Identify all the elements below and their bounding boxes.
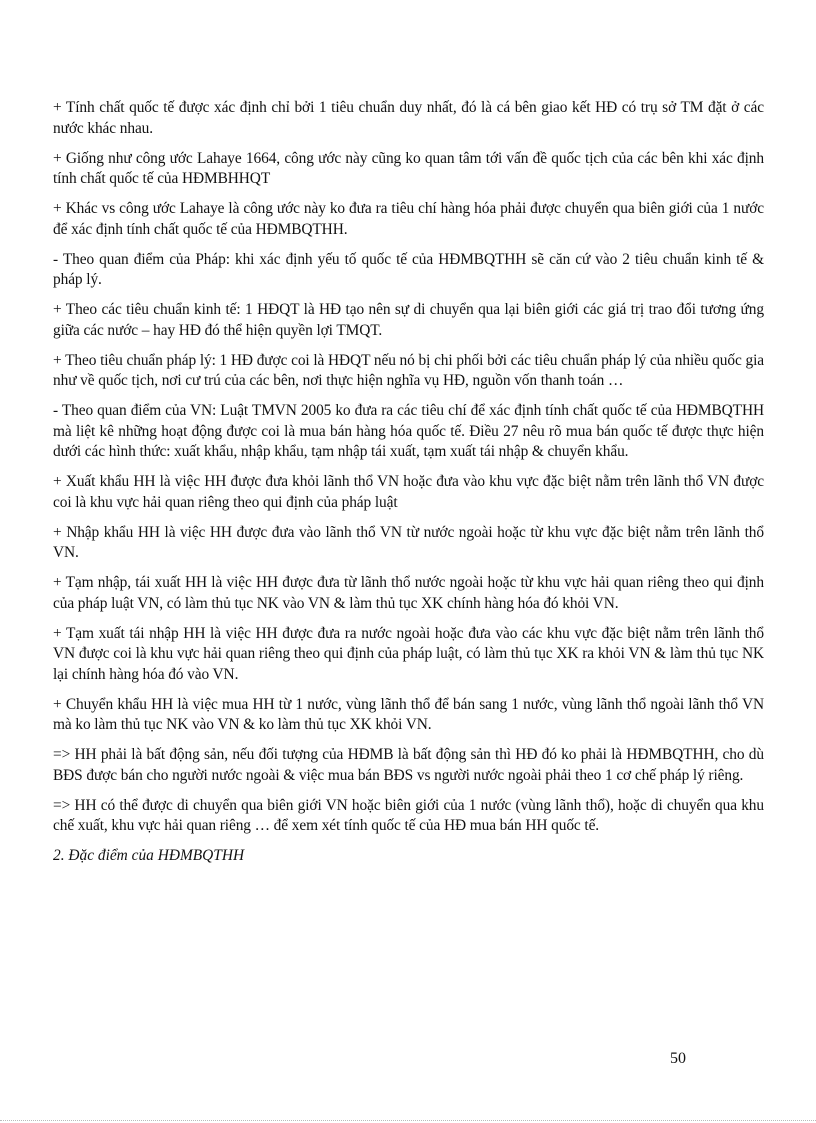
paragraph-13: => HH phải là bất động sản, nếu đối tượng của HĐMB là bất động sản thì HĐ đó ko phải là HĐMBQTHH, cho dù BĐS được bán cho người nước ngoài & việc mua bán BĐS vs người nước ngoài phải theo 1 cơ chế pháp lý riêng. <box>53 746 764 784</box>
paragraph-11: + Tạm xuất tái nhập HH là việc HH được đưa ra nước ngoài hoặc đưa vào các khu vực đặc biệt nằm trên lãnh thổ VN được coi là khu vực hải quan riêng theo qui định của pháp luật, có làm thủ tục XK ra khỏi VN & làm thủ tục NK lại chính hàng hóa đó vào VN. <box>53 624 764 683</box>
paragraph-4: - Theo quan điểm của Pháp: khi xác định yếu tố quốc tế của HĐMBQTHH sẽ căn cứ vào 2 tiêu chuẩn kinh tế & pháp lý. <box>53 250 764 288</box>
section-heading: 2. Đặc điểm của HĐMBQTHH <box>53 847 245 864</box>
paragraph-2: + Giống như công ước Lahaye 1664, công ước này cũng ko quan tâm tới vấn đề quốc tịch của các bên khi xác định tính chất quốc tế của HĐMBHHQT <box>53 149 764 187</box>
paragraph-5: + Theo các tiêu chuẩn kinh tế: 1 HĐQT là HĐ tạo nên sự di chuyển qua lại biên giới các giá trị trao đổi tương ứng giữa các nước – hay HĐ đó thể hiện quyền lợi TMQT. <box>53 301 764 339</box>
paragraph-1: + Tính chất quốc tế được xác định chỉ bởi 1 tiêu chuẩn duy nhất, đó là cá bên giao kết HĐ có trụ sở TM đặt ở các nước khác nhau. <box>53 99 764 137</box>
paragraph-9: + Nhập khẩu HH là việc HH được đưa vào lãnh thổ VN từ nước ngoài hoặc từ khu vực đặc biệt nằm trên lãnh thổ VN. <box>53 523 764 561</box>
paragraph-14: => HH có thể được di chuyển qua biên giới VN hoặc biên giới của 1 nước (vùng lãnh thổ), hoặc di chuyển qua khu chế xuất, khu vực hải quan riêng … để xem xét tính quốc tế của HĐ mua bán HH quốc tế. <box>53 796 764 834</box>
document-body <box>53 98 764 867</box>
paragraph-6: + Theo tiêu chuẩn pháp lý: 1 HĐ được coi là HĐQT nếu nó bị chi phối bởi các tiêu chuẩn pháp lý của nhiều quốc gia như về quốc tịch, nơi cư trú của các bên, nơi thực hiện nghĩa vụ HĐ, nguồn vốn thanh toán … <box>53 351 764 389</box>
paragraph-8: + Xuất khẩu HH là việc HH được đưa khỏi lãnh thổ VN hoặc đưa vào khu vực đặc biệt nằm trên lãnh thổ VN được coi là khu vực hải quan riêng theo qui định của pháp luật <box>53 473 764 511</box>
paragraph-3: + Khác vs công ước Lahaye là công ước này ko đưa ra tiêu chí hàng hóa phải được chuyển qua biên giới của 1 nước để xác định tính chất quốc tế của HĐMBQTHH. <box>53 200 764 238</box>
paragraph-10: + Tạm nhập, tái xuất HH là việc HH được đưa từ lãnh thổ nước ngoài hoặc từ khu vực hải quan riêng theo qui định của pháp luật VN, có làm thủ tục NK vào VN & làm thủ tục XK chính hàng hóa đó khỏi VN. <box>53 574 764 612</box>
paragraph-7: - Theo quan điểm của VN: Luật TMVN 2005 ko đưa ra các tiêu chí để xác định tính chất quốc tế của HĐMBQTHH mà liệt kê những hoạt động được coi là mua bán hàng hóa quốc tế. Điều 27 nêu rõ mua bán quốc tế được thực hiện dưới các hình thức: xuất khẩu, nhập khẩu, tạm nhập tái xuất, tạm xuất tái nhập & chuyển khẩu. <box>53 402 764 460</box>
page-number: 50 <box>670 1050 686 1067</box>
paragraph-12: + Chuyển khẩu HH là việc mua HH từ 1 nước, vùng lãnh thổ để bán sang 1 nước, vùng lãnh thổ ngoài lãnh thổ VN mà ko làm thủ tục NK vào VN & ko làm thủ tục XK khỏi VN. <box>53 695 764 733</box>
page-bottom-divider <box>0 1120 816 1121</box>
